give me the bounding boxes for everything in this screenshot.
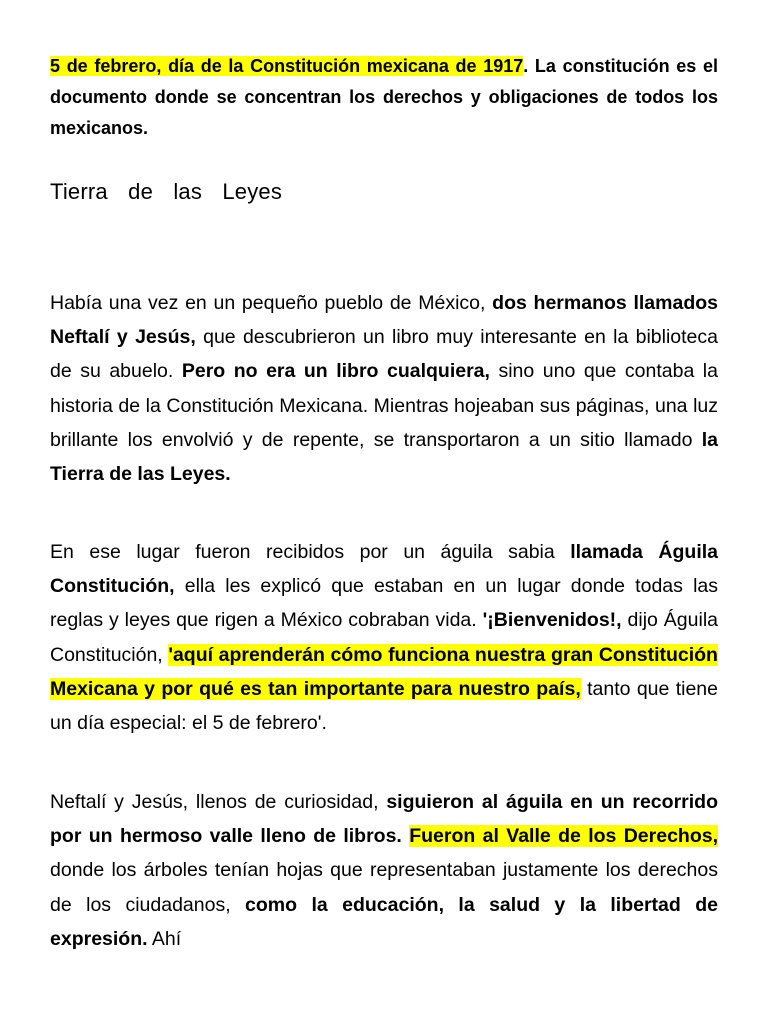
p2-bold-1: llamada Águila Constitución,: [50, 541, 718, 598]
p2-text-1: En ese lugar fueron recibidos por un águila sabia: [50, 541, 571, 563]
intro-highlight: 5 de febrero, día de la Constitución mexicana de 1917: [50, 56, 524, 76]
paragraph-3: [50, 785, 718, 956]
p2-text-4: tanto que tiene un día especial: el 5 de febrero'.: [50, 677, 719, 735]
p3-highlight-1: Fueron al Valle de los Derechos,: [409, 825, 719, 848]
intro-paragraph: [50, 51, 718, 144]
p3-text-1: Neftalí y Jesús, llenos de curiosidad,: [50, 791, 387, 813]
p1-bold-2: Pero no era un libro cualquiera,: [181, 360, 490, 383]
p1-text-1: Había una vez en un pequeño pueblo de México,: [50, 292, 493, 314]
p1-text-3: sino uno que contaba la historia de la Constitución Mexicana. Mientras hojeaban sus páginas, una luz brillante los envolvió y de repente, se transportaron a un sitio llamado: [50, 360, 718, 451]
intro-rest: . La constitución es el documento donde se concentran los derechos y obligaciones de todos los mexicanos.: [50, 56, 718, 138]
p2-highlight-1: 'aquí aprenderán cómo funciona nuestra gran Constitución Mexicana y por qué es tan importante para nuestro país,: [50, 643, 718, 700]
p1-bold-3: la Tierra de las Leyes.: [50, 428, 718, 486]
p3-bold-2: como la educación, la salud y la libertad de expresión.: [50, 893, 718, 950]
p2-text-3: dijo Águila Constitución,: [50, 609, 718, 666]
p2-bold-2: '¡Bienvenidos!,: [482, 609, 622, 632]
p2-text-2: ella les explicó que estaban en un lugar donde todas las reglas y leyes que rigen a México cobraban vida.: [50, 575, 718, 632]
p3-text-4: Ahí: [147, 927, 182, 950]
paragraph-2: [50, 535, 718, 740]
p1-bold-1: dos hermanos llamados Neftalí y Jesús,: [50, 292, 718, 349]
p1-text-2: que descubrieron un libro muy interesante en la biblioteca de su abuelo.: [50, 326, 718, 383]
story-title: Tierra de las Leyes: [50, 179, 283, 204]
p3-text-3: donde los árboles tenían hojas que representaban justamente los derechos de los ciudadanos,: [50, 859, 718, 916]
paragraph-1: [50, 286, 718, 491]
p3-bold-1: siguieron al águila en un recorrido por un hermoso valle lleno de libros.: [50, 791, 718, 848]
